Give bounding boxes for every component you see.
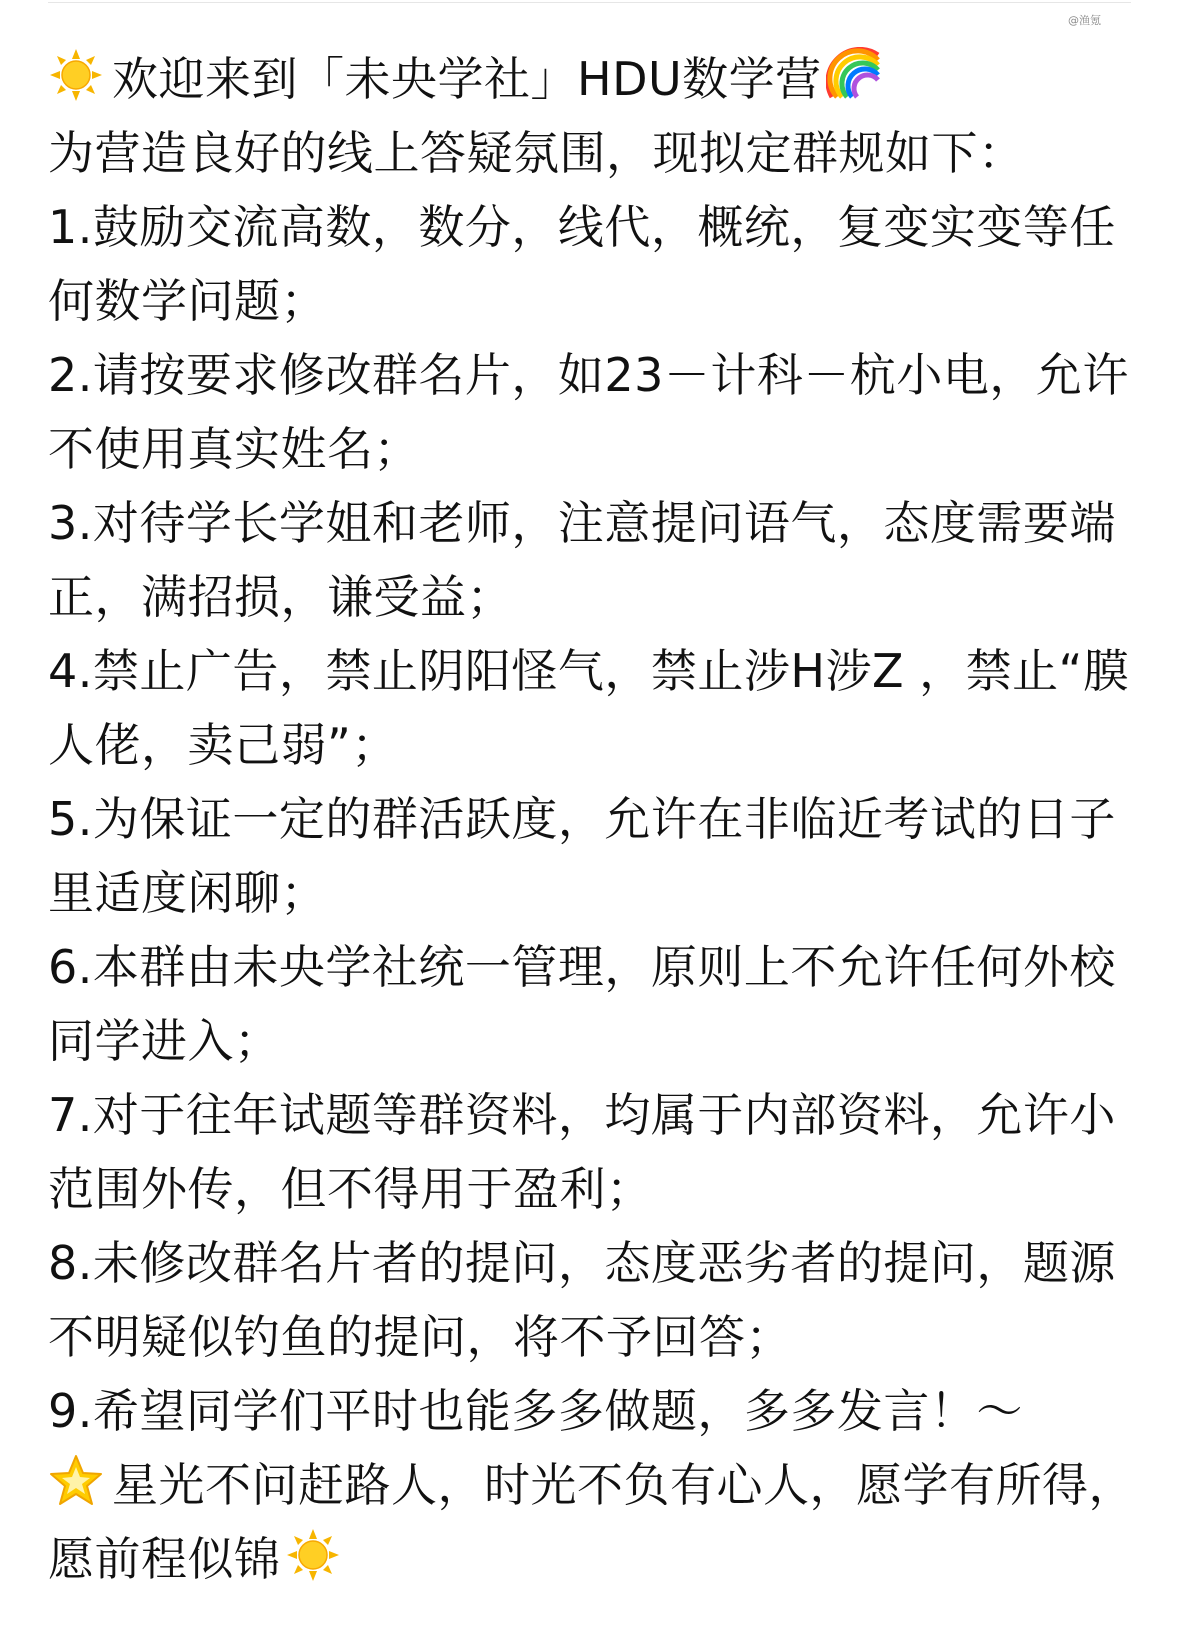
rule-item-3: 3.对待学长学姐和老师，注意提问语气，态度需要端正，满招损，谦受益； bbox=[48, 496, 1116, 624]
sun-icon bbox=[48, 47, 104, 103]
rule-item-7: 7.对于往年试题等群资料，均属于内部资料，允许小范围外传，但不得用于盈利； bbox=[48, 1088, 1116, 1216]
closing-text: 星光不问赶路人，时光不负有心人，愿学有所得，愿前程似锦 bbox=[48, 1458, 1135, 1586]
rule-item-1: 1.鼓励交流高数，数分，线代，概统，复变实变等任何数学问题； bbox=[48, 200, 1116, 328]
sun-icon bbox=[285, 1527, 341, 1583]
post-title: 欢迎来到「未央学社」HDU数学营 bbox=[112, 52, 822, 106]
rule-item-5: 5.为保证一定的群活跃度，允许在非临近考试的日子里适度闲聊； bbox=[48, 792, 1116, 920]
rule-item-2: 2.请按要求修改群名片，如23－计科－杭小电，允许不使用真实姓名； bbox=[48, 348, 1129, 476]
rule-item-9: 9.希望同学们平时也能多多做题，多多发言！～ bbox=[48, 1384, 1023, 1438]
rule-item-4: 4.禁止广告，禁止阴阳怪气，禁止涉H涉Z ，禁止“膜人佬，卖己弱”； bbox=[48, 644, 1130, 772]
closing-line bbox=[48, 1448, 1138, 1596]
rainbow-icon bbox=[826, 47, 882, 103]
top-divider bbox=[48, 2, 1131, 3]
group-rules-post bbox=[48, 42, 1138, 1596]
watermark: @渔氪 bbox=[1068, 14, 1101, 27]
rule-item-8: 8.未修改群名片者的提问，态度恶劣者的提问，题源不明疑似钓鱼的提问，将不予回答； bbox=[48, 1236, 1116, 1364]
rule-item-6: 6.本群由未央学社统一管理，原则上不允许任何外校同学进入； bbox=[48, 940, 1116, 1068]
intro-text: 为营造良好的线上答疑氛围，现拟定群规如下： bbox=[48, 126, 1025, 180]
title-line bbox=[48, 42, 1138, 116]
star-icon bbox=[48, 1453, 104, 1509]
